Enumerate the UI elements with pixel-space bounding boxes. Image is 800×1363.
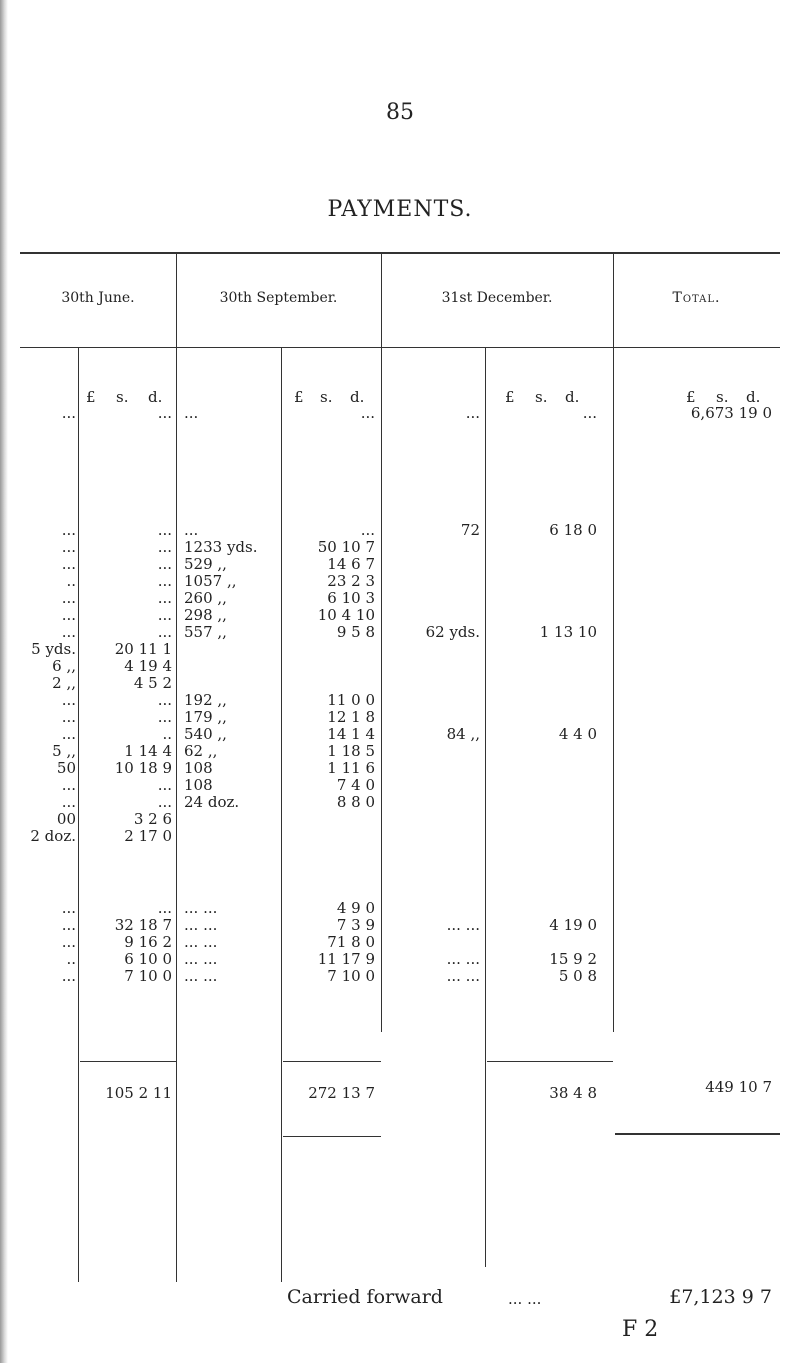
total-rule-dec	[487, 1061, 613, 1062]
header-december: 31st December.	[441, 290, 553, 306]
unit-s-sept: s.	[320, 388, 333, 406]
unit-s-total: s.	[716, 388, 729, 406]
table-cell: 15 9 2	[549, 950, 597, 968]
table-cell: ...	[157, 793, 172, 811]
page-number: 85	[386, 100, 414, 125]
column-divider	[485, 347, 486, 1267]
table-cell: ...	[61, 555, 76, 573]
table-cell: 298 ,,	[184, 606, 227, 624]
table-cell: ...	[157, 521, 172, 539]
table-cell: 1 13 10	[539, 623, 597, 641]
table-cell: ...	[360, 404, 375, 422]
total-rule-sept	[283, 1061, 381, 1062]
table-cell: 8 8 0	[336, 793, 375, 811]
table-cell: ...	[61, 589, 76, 607]
table-cell: ...	[61, 899, 76, 917]
table-cell: ...	[465, 404, 480, 422]
table-cell: 62 yds.	[425, 623, 480, 641]
header-bottom-rule	[20, 347, 780, 348]
subtotal-rule-sept	[283, 1136, 381, 1137]
table-cell: ...	[61, 916, 76, 934]
table-cell: 179 ,,	[184, 708, 227, 726]
table-cell: ... ...	[184, 950, 218, 968]
table-cell: 84 ,,	[446, 725, 480, 743]
table-cell: 00	[56, 810, 76, 828]
table-cell: 32 18 7	[114, 916, 172, 934]
table-cell: 5 yds.	[31, 640, 76, 658]
table-cell: ..	[66, 950, 76, 968]
table-cell: 14 6 7	[327, 555, 375, 573]
unit-d-total: d.	[746, 388, 761, 406]
unit-d-sept: d.	[350, 388, 365, 406]
page-title: PAYMENTS.	[327, 197, 473, 222]
unit-s-june: s.	[116, 388, 129, 406]
table-cell: 1057 ,,	[184, 572, 237, 590]
table-top-rule	[20, 252, 780, 254]
table-cell: ...	[184, 521, 199, 539]
table-cell: ...	[61, 691, 76, 709]
table-cell: 11 0 0	[327, 691, 375, 709]
table-cell: 4 5 2	[133, 674, 172, 692]
table-cell: ... ...	[184, 899, 218, 917]
table-cell: ...	[157, 589, 172, 607]
unit-s-dec: s.	[535, 388, 548, 406]
table-cell: 3 2 6	[133, 810, 172, 828]
table-cell: 7 3 9	[336, 916, 375, 934]
total-december: 38 4 8	[549, 1084, 597, 1102]
table-cell: 260 ,,	[184, 589, 227, 607]
column-divider	[381, 252, 382, 1032]
table-cell: ...	[61, 606, 76, 624]
carried-forward-amount: £7,123 9 7	[669, 1286, 772, 1308]
table-cell: 5 0 8	[558, 967, 597, 985]
table-cell: 62 ,,	[184, 742, 218, 760]
unit-pound-total: £	[686, 388, 696, 406]
unit-d-june: d.	[148, 388, 163, 406]
carried-forward-label: Carried forward	[287, 1286, 443, 1308]
table-cell: ...	[157, 691, 172, 709]
table-cell: 1233 yds.	[184, 538, 258, 556]
table-cell: ... ...	[184, 933, 218, 951]
table-cell: ...	[61, 967, 76, 985]
table-cell: ...	[157, 555, 172, 573]
column-divider	[613, 252, 614, 1032]
table-cell: 4 19 4	[124, 657, 172, 675]
unit-pound-june: £	[86, 388, 96, 406]
table-cell: 50 10 7	[317, 538, 375, 556]
table-cell: ...	[61, 404, 76, 422]
table-cell: ...	[157, 538, 172, 556]
table-cell: 9 5 8	[336, 623, 375, 641]
header-total: Total.	[672, 290, 721, 306]
table-cell: 72	[460, 521, 480, 539]
table-cell: 12 1 8	[327, 708, 375, 726]
table-cell: 6,673 19 0	[690, 404, 772, 422]
table-cell: 6 10 3	[327, 589, 375, 607]
table-cell: ...	[61, 793, 76, 811]
table-cell: ... ...	[184, 916, 218, 934]
table-cell: 4 19 0	[549, 916, 597, 934]
table-cell: 50	[56, 759, 76, 777]
table-cell: 2 ,,	[52, 674, 76, 692]
table-cell: ...	[61, 521, 76, 539]
table-cell: ...	[61, 623, 76, 641]
column-divider	[281, 347, 282, 1282]
table-cell: 9 16 2	[124, 933, 172, 951]
unit-pound-dec: £	[505, 388, 515, 406]
table-cell: ...	[582, 404, 597, 422]
subtotal-rule-total	[615, 1133, 780, 1135]
table-cell: 10 18 9	[114, 759, 172, 777]
table-cell: ... ...	[184, 967, 218, 985]
table-cell: 2 17 0	[124, 827, 172, 845]
table-cell: ...	[157, 623, 172, 641]
total-september: 272 13 7	[308, 1084, 375, 1102]
table-cell: 7 10 0	[327, 967, 375, 985]
table-cell: 1 11 6	[327, 759, 375, 777]
table-cell: 24 doz.	[184, 793, 240, 811]
table-cell: 10 4 10	[317, 606, 375, 624]
table-cell: ...	[184, 404, 199, 422]
column-divider	[78, 347, 79, 1282]
table-cell: ...	[360, 521, 375, 539]
signature-mark: F 2	[622, 1317, 659, 1342]
table-cell: 1 14 4	[124, 742, 172, 760]
unit-pound-sept: £	[294, 388, 304, 406]
table-cell: 529 ,,	[184, 555, 227, 573]
table-cell: 11 17 9	[317, 950, 375, 968]
table-cell: ... ...	[446, 950, 480, 968]
total-rule-june	[80, 1061, 176, 1062]
table-cell: ...	[61, 538, 76, 556]
header-september: 30th September.	[219, 290, 338, 306]
table-cell: 108	[184, 759, 213, 777]
table-cell: 6 18 0	[549, 521, 597, 539]
table-cell: 540 ,,	[184, 725, 227, 743]
table-cell: 6 ,,	[52, 657, 76, 675]
table-cell: ... ...	[446, 967, 480, 985]
table-cell: 557 ,,	[184, 623, 227, 641]
table-cell: 71 8 0	[327, 933, 375, 951]
table-cell: ...	[157, 606, 172, 624]
table-cell: ...	[157, 776, 172, 794]
table-cell: 4 9 0	[336, 899, 375, 917]
table-cell: ...	[61, 776, 76, 794]
table-cell: 1 18 5	[327, 742, 375, 760]
table-cell: ... ...	[446, 916, 480, 934]
table-cell: ...	[61, 725, 76, 743]
table-cell: ..	[162, 725, 172, 743]
column-divider	[176, 252, 177, 1282]
table-cell: ...	[157, 708, 172, 726]
table-cell: ...	[157, 404, 172, 422]
carried-forward-leader: ... ...	[508, 1290, 542, 1308]
table-cell: 4 4 0	[558, 725, 597, 743]
table-cell: ...	[157, 572, 172, 590]
table-cell: 20 11 1	[114, 640, 172, 658]
table-cell: 14 1 4	[327, 725, 375, 743]
header-june: 30th June.	[61, 290, 135, 306]
table-cell: 7 10 0	[124, 967, 172, 985]
table-cell: 5 ,,	[52, 742, 76, 760]
table-cell: 192 ,,	[184, 691, 227, 709]
total-june: 105 2 11	[105, 1084, 172, 1102]
table-cell: ...	[157, 899, 172, 917]
table-cell: 23 2 3	[327, 572, 375, 590]
table-cell: ...	[61, 933, 76, 951]
total-grand: 449 10 7	[705, 1078, 772, 1096]
table-cell: 2 doz.	[30, 827, 76, 845]
table-cell: ..	[66, 572, 76, 590]
table-cell: 7 4 0	[336, 776, 375, 794]
table-cell: 6 10 0	[124, 950, 172, 968]
table-cell: ...	[61, 708, 76, 726]
table-cell: 108	[184, 776, 213, 794]
unit-d-dec: d.	[565, 388, 580, 406]
